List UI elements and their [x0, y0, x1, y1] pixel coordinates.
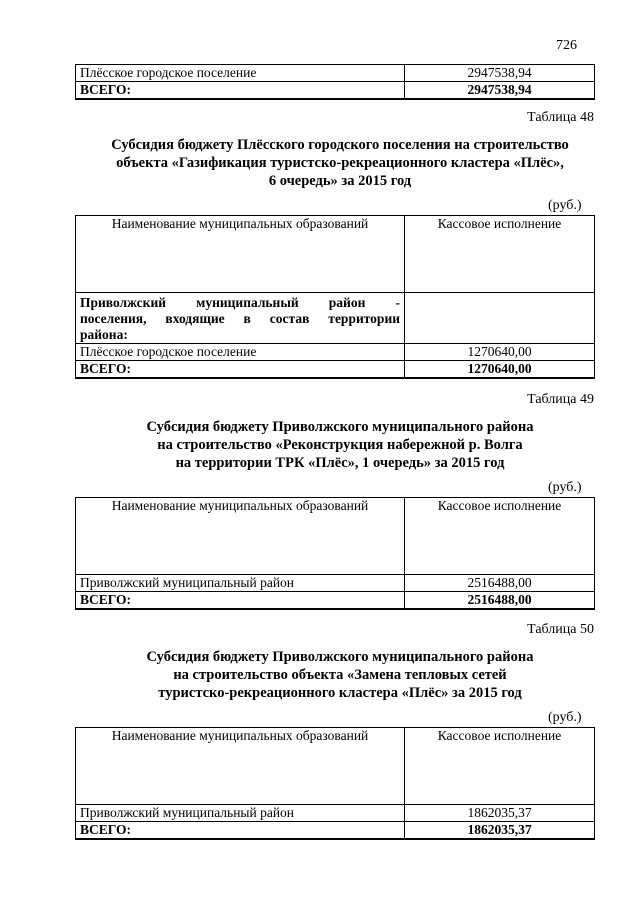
table-row	[76, 344, 595, 361]
table-row	[76, 805, 595, 822]
table-49-title	[60, 418, 620, 472]
table-row	[76, 575, 595, 592]
cash-value: 2947538,94	[405, 65, 595, 82]
group-line: поселения, входящие в состав территории	[80, 311, 400, 326]
title-line: Субсидия бюджету Плёсского городского поселения на строительство	[111, 137, 569, 153]
col-header-name: Наименование муниципальных образований	[76, 498, 405, 575]
cash-value: 1270640,00	[405, 344, 595, 361]
title-line: Субсидия бюджету Приволжского муниципального района	[146, 649, 534, 665]
table-header	[76, 216, 595, 293]
title-line: на территории ТРК «Плёс», 1 очередь» за 2015 год	[175, 455, 505, 471]
page-number: 726	[556, 38, 577, 53]
table-50-label: Таблица 50	[527, 622, 594, 637]
total-row	[76, 592, 595, 610]
municipality-name: Плёсское городское поселение	[76, 65, 405, 82]
municipality-name: Приволжский муниципальный район	[76, 575, 405, 592]
table-48-unit: (руб.)	[548, 198, 582, 213]
top-table	[75, 64, 595, 100]
table-48	[75, 215, 595, 379]
table-50-title	[60, 648, 620, 702]
table-48-label: Таблица 48	[527, 110, 594, 125]
col-header-cash: Кассовое исполнение	[405, 216, 595, 293]
group-line: района:	[80, 327, 128, 342]
group-line: Приволжский муниципальный район -	[80, 295, 400, 310]
table-49-label: Таблица 49	[527, 392, 594, 407]
title-line: на строительство объекта «Замена тепловых сетей	[173, 667, 507, 683]
table-header	[76, 728, 595, 805]
cash-value: 2516488,00	[405, 575, 595, 592]
total-value: 1270640,00	[405, 361, 595, 379]
total-label: ВСЕГО:	[76, 82, 405, 100]
col-header-cash: Кассовое исполнение	[405, 498, 595, 575]
total-label: ВСЕГО:	[76, 361, 405, 379]
table-50-unit: (руб.)	[548, 710, 582, 725]
total-value: 2516488,00	[405, 592, 595, 610]
table-header	[76, 498, 595, 575]
municipality-name: Плёсское городское поселение	[76, 344, 405, 361]
total-row	[76, 82, 595, 100]
total-label: ВСЕГО:	[76, 592, 405, 610]
table-49-unit: (руб.)	[548, 480, 582, 495]
municipality-name: Приволжский муниципальный район	[76, 805, 405, 822]
table-48-title	[60, 136, 620, 190]
title-line: Субсидия бюджету Приволжского муниципального района	[146, 419, 534, 435]
title-line: на строительство «Реконструкция набережной р. Волга	[157, 437, 523, 453]
col-header-name: Наименование муниципальных образований	[76, 728, 405, 805]
group-empty-cell	[405, 293, 595, 344]
table-50	[75, 727, 595, 840]
total-row	[76, 822, 595, 840]
total-value: 2947538,94	[405, 82, 595, 100]
total-value: 1862035,37	[405, 822, 595, 840]
group-label	[76, 293, 405, 344]
total-label: ВСЕГО:	[76, 822, 405, 840]
total-row	[76, 361, 595, 379]
cash-value: 1862035,37	[405, 805, 595, 822]
title-line: туристско-рекреационного кластера «Плёс» за 2015 год	[158, 685, 522, 701]
col-header-cash: Кассовое исполнение	[405, 728, 595, 805]
table-49	[75, 497, 595, 610]
table-row	[76, 65, 595, 82]
group-row	[76, 293, 595, 344]
title-line: объекта «Газификация туристско-рекреационного кластера «Плёс»,	[116, 155, 564, 171]
title-line: 6 очередь» за 2015 год	[268, 173, 412, 189]
col-header-name: Наименование муниципальных образований	[76, 216, 405, 293]
